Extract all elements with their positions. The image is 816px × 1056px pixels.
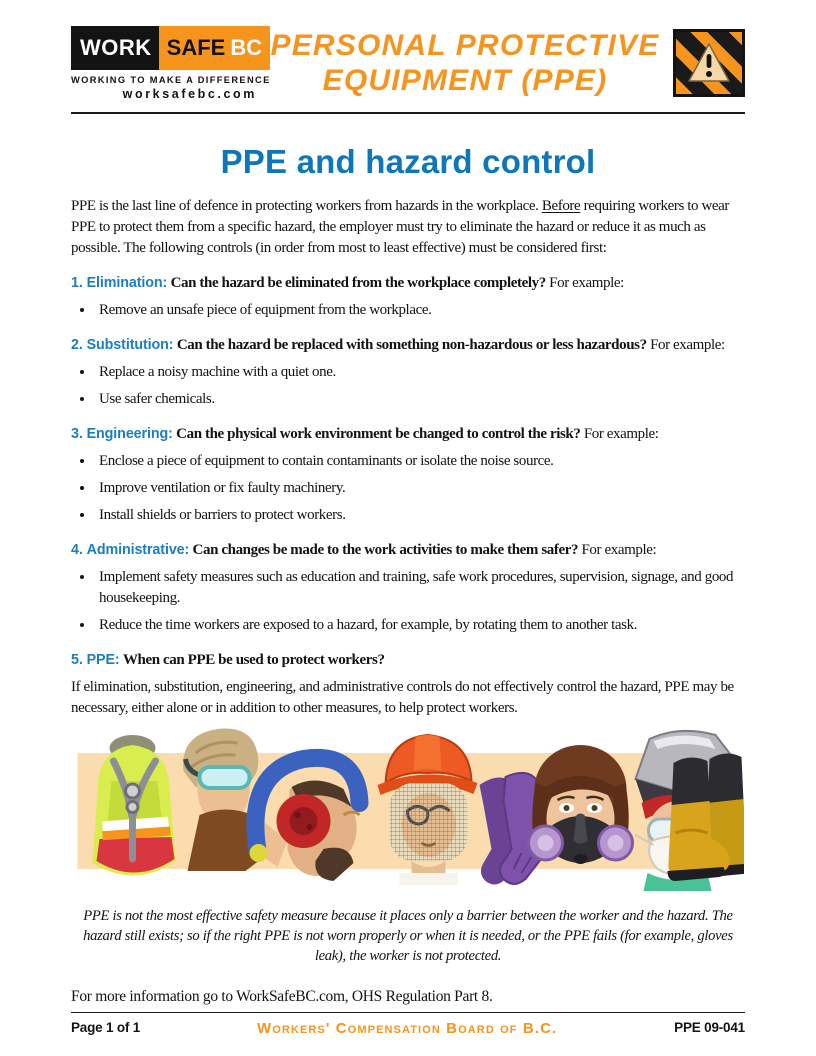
worksafebc-logo <box>71 26 271 101</box>
document-title-line2: EQUIPMENT (PPE) <box>322 63 608 97</box>
bullet-item: • Reduce the time workers are exposed to a hazard, for example, by rotating them to another task. <box>95 615 745 636</box>
illustration-caption: PPE is not the most effective safety measure because it places only a barrier between the worker and the hazard. The hazard still exists; so if the right PPE is not worn properly or when it is needed, or the PPE fails (for example, gloves leak), the worker is not protected. <box>83 908 733 965</box>
bullet-item: • Improve ventilation or fix faulty machinery. <box>95 478 745 499</box>
control-3-question: Can the physical work environment be changed to control the risk? <box>176 426 581 443</box>
control-2-question: Can the hazard be replaced with something non-hazardous or less hazardous? <box>176 337 647 354</box>
bullet-item: • Enclose a piece of equipment to contain contaminants or isolate the noise source. <box>95 451 745 472</box>
control-engineering <box>71 424 745 445</box>
control-3-suffix: For example: <box>583 426 659 443</box>
logo-bc-text: BC <box>230 35 263 60</box>
footer-document-id: PPE 09-041 <box>674 1020 745 1036</box>
bullet-item: • Use safer chemicals. <box>95 389 745 410</box>
logo-tagline: WORKING TO MAKE A DIFFERENCE <box>71 75 271 85</box>
control-1-suffix: For example: <box>549 275 624 292</box>
bullet-item: • Implement safety measures such as education and training, safe work procedures, supervision, signage, and good housekeeping. <box>95 567 745 609</box>
control-1-label: 1. Elimination: <box>71 275 168 292</box>
intro-paragraph <box>71 196 745 259</box>
logo-website: worksafebc.com <box>122 87 257 101</box>
footer <box>71 1020 745 1037</box>
footer-rule <box>71 1012 745 1013</box>
intro-underlined-word: Before <box>541 198 581 215</box>
document-title-line1: PERSONAL PROTECTIVE <box>270 29 660 62</box>
control-4-question: Can changes be made to the work activities to make them safer? <box>192 542 579 559</box>
bullet-item: • Replace a noisy machine with a quiet one. <box>95 362 745 383</box>
control-5-question: When can PPE be used to protect workers? <box>122 652 385 669</box>
control-substitution <box>71 335 745 356</box>
control-1-bullets <box>71 300 745 321</box>
ppe-illustration-svg <box>72 723 744 895</box>
control-4-bullets <box>71 567 745 636</box>
control-1-question: Can the hazard be eliminated from the workplace completely? <box>170 275 546 292</box>
control-4-suffix: For example: <box>581 542 657 559</box>
safety-boots-icon <box>668 754 745 882</box>
control-elimination <box>71 273 745 294</box>
page-headline: PPE and hazard control <box>220 143 596 180</box>
bullet-item: • Install shields or barriers to protect workers. <box>95 505 745 526</box>
control-2-label: 2. Substitution: <box>71 337 174 354</box>
bullet-item: • Remove an unsafe piece of equipment from the workplace. <box>95 300 745 321</box>
hazard-warning-icon <box>673 29 745 97</box>
control-2-bullets <box>71 362 745 410</box>
logo-safe-text: SAFE <box>166 35 226 60</box>
intro-part2: requiring workers to wear PPE to protect them from a specific hazard, the employer must try to eliminate the hazard or reduce it as much as possible. The following controls (in order from most to least effective) must be considered first: <box>71 198 729 257</box>
ppe-illustration <box>72 723 745 900</box>
control-administrative <box>71 540 745 561</box>
header <box>71 26 745 101</box>
intro-part1: PPE is the last line of defence in protecting workers from hazards in the workplace. <box>71 198 542 215</box>
respirator-icon <box>529 745 633 864</box>
control-3-bullets <box>71 451 745 526</box>
footer-page-number: Page 1 of 1 <box>71 1020 141 1036</box>
ppe-note-paragraph: If elimination, substitution, engineering, and administrative controls do not effectively control the hazard, PPE may be necessary, either alone or in addition to other measures, to help protect workers. <box>71 679 734 717</box>
worksafebc-logo-mark <box>71 26 263 70</box>
logo-safe-bc <box>159 26 270 70</box>
more-info-line: For more information go to WorkSafeBC.com, OHS Regulation Part 8. <box>71 988 493 1006</box>
control-ppe <box>71 650 745 671</box>
document-title <box>257 26 673 98</box>
logo-work-text: WORK <box>71 26 159 70</box>
control-3-label: 3. Engineering: <box>71 426 173 443</box>
header-rule <box>71 112 745 114</box>
control-2-suffix: For example: <box>650 337 725 354</box>
control-4-label: 4. Administrative: <box>71 542 190 559</box>
control-5-label: 5. PPE: <box>71 652 120 669</box>
footer-organization: Workers' Compensation Board of B.C. <box>256 1020 558 1038</box>
exclamation-triangle-icon <box>687 42 731 84</box>
